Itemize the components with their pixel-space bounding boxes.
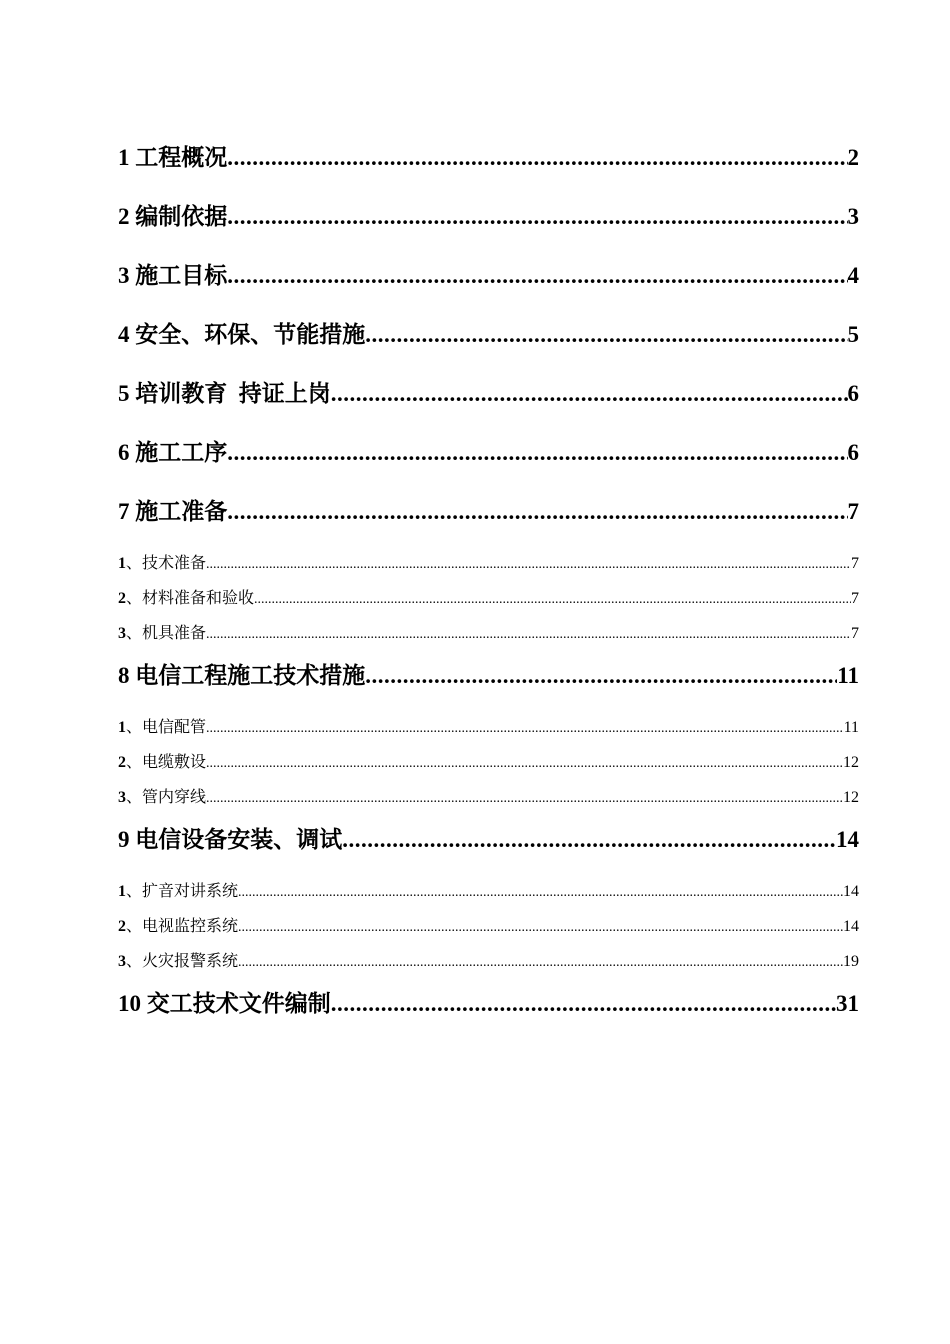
toc-entry-title: 7 施工准备 bbox=[118, 499, 228, 524]
toc-entry-title: 4 安全、环保、节能措施 bbox=[118, 322, 366, 347]
toc-entry-title: 1、电信配管 bbox=[118, 719, 207, 736]
toc-entry-title: 10 交工技术文件编制 bbox=[118, 991, 331, 1016]
toc-page-number: 11 bbox=[837, 663, 859, 688]
toc-leader-dots bbox=[206, 552, 851, 578]
toc-page-number: 7 bbox=[847, 499, 859, 524]
toc-entry-title: 1 工程概况 bbox=[118, 145, 228, 170]
toc-leader-dots bbox=[254, 587, 851, 613]
toc-subentry[interactable] bbox=[118, 785, 859, 820]
toc-leader-dots bbox=[227, 256, 847, 296]
toc-page-number: 4 bbox=[847, 263, 859, 288]
toc-page-number: 31 bbox=[836, 991, 859, 1016]
toc-page-number: 2 bbox=[847, 145, 859, 170]
toc-leader-dots bbox=[206, 716, 844, 742]
toc-leader-dots bbox=[206, 751, 843, 777]
toc-page-number: 14 bbox=[836, 827, 859, 852]
toc-leader-dots bbox=[227, 138, 847, 178]
toc-entry-title: 6 施工工序 bbox=[118, 440, 228, 465]
toc-page-number: 12 bbox=[843, 789, 859, 806]
toc-entry[interactable] bbox=[118, 315, 859, 374]
toc-page-number: 6 bbox=[847, 381, 859, 406]
toc-entry-title: 3、火灾报警系统 bbox=[118, 953, 239, 970]
toc-entry[interactable] bbox=[118, 433, 859, 492]
toc-page-number: 6 bbox=[847, 440, 859, 465]
toc-entry-title: 2、电视监控系统 bbox=[118, 918, 239, 935]
toc-page-number: 5 bbox=[847, 322, 859, 347]
toc-leader-dots bbox=[227, 433, 847, 473]
toc-entry[interactable] bbox=[118, 656, 859, 715]
toc-page-number: 14 bbox=[843, 883, 859, 900]
toc-page-number: 12 bbox=[843, 754, 859, 771]
toc-entry-title: 3、管内穿线 bbox=[118, 789, 207, 806]
toc-page-number: 14 bbox=[843, 918, 859, 935]
toc-entry-title: 9 电信设备安装、调试 bbox=[118, 827, 343, 852]
toc-entry-title: 5 培训教育 持证上岗 bbox=[118, 381, 331, 406]
toc-page-number: 7 bbox=[851, 590, 859, 607]
toc-subentry[interactable] bbox=[118, 621, 859, 656]
toc-leader-dots bbox=[331, 374, 848, 414]
toc-leader-dots bbox=[238, 950, 843, 976]
toc-entry-title: 2、材料准备和验收 bbox=[118, 590, 255, 607]
table-of-contents bbox=[118, 138, 859, 1043]
toc-page-number: 7 bbox=[851, 555, 859, 572]
toc-leader-dots bbox=[331, 984, 836, 1024]
toc-leader-dots bbox=[206, 622, 851, 648]
toc-entry[interactable] bbox=[118, 374, 859, 433]
toc-entry-title: 3、机具准备 bbox=[118, 625, 207, 642]
toc-entry[interactable] bbox=[118, 197, 859, 256]
toc-leader-dots bbox=[342, 820, 836, 860]
toc-subentry[interactable] bbox=[118, 750, 859, 785]
toc-entry-title: 2、电缆敷设 bbox=[118, 754, 207, 771]
toc-entry-title: 3 施工目标 bbox=[118, 263, 228, 288]
toc-leader-dots bbox=[365, 656, 837, 696]
toc-entry[interactable] bbox=[118, 256, 859, 315]
toc-entry[interactable] bbox=[118, 984, 859, 1043]
toc-leader-dots bbox=[238, 915, 843, 941]
toc-page-number: 3 bbox=[847, 204, 859, 229]
toc-subentry[interactable] bbox=[118, 551, 859, 586]
toc-entry[interactable] bbox=[118, 138, 859, 197]
toc-entry-title: 2 编制依据 bbox=[118, 204, 228, 229]
toc-entry[interactable] bbox=[118, 820, 859, 879]
toc-entry-title: 8 电信工程施工技术措施 bbox=[118, 663, 366, 688]
toc-entry[interactable] bbox=[118, 492, 859, 551]
toc-entry-title: 1、扩音对讲系统 bbox=[118, 883, 239, 900]
toc-subentry[interactable] bbox=[118, 949, 859, 984]
toc-subentry[interactable] bbox=[118, 586, 859, 621]
toc-leader-dots bbox=[365, 315, 847, 355]
toc-leader-dots bbox=[227, 197, 847, 237]
toc-page-number: 19 bbox=[843, 953, 859, 970]
toc-leader-dots bbox=[238, 880, 843, 906]
toc-leader-dots bbox=[227, 492, 847, 532]
toc-page-number: 11 bbox=[843, 719, 859, 736]
toc-subentry[interactable] bbox=[118, 715, 859, 750]
toc-subentry[interactable] bbox=[118, 879, 859, 914]
toc-page-number: 7 bbox=[851, 625, 859, 642]
toc-entry-title: 1、技术准备 bbox=[118, 555, 207, 572]
toc-leader-dots bbox=[206, 786, 843, 812]
toc-subentry[interactable] bbox=[118, 914, 859, 949]
